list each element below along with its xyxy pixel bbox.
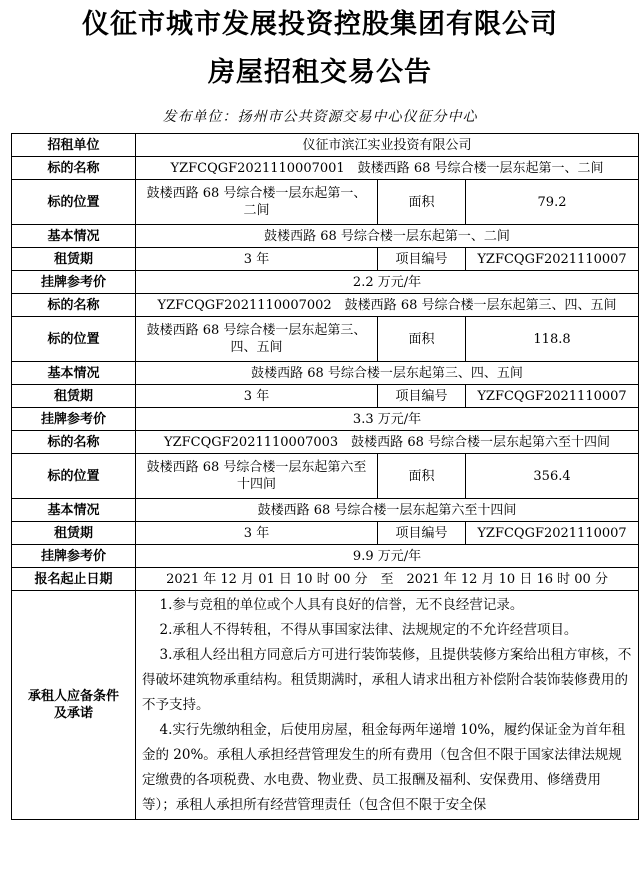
label-area: 面积 xyxy=(378,454,466,499)
value-lessor: 仪征市滨江实业投资有限公司 xyxy=(136,134,639,157)
row-lot3-price xyxy=(12,545,639,568)
publisher-line: 发布单位：扬州市公共资源交易中心仪征分中心 xyxy=(162,109,478,125)
row-lot3-location xyxy=(12,454,639,499)
row-lot3-name xyxy=(12,431,639,454)
document-title-line1: 仪征市城市发展投资控股集团有限公司 xyxy=(82,9,558,40)
row-lot2-location xyxy=(12,317,639,362)
label-name: 标的名称 xyxy=(12,294,136,317)
label-conditions xyxy=(12,591,136,820)
row-lot2-name xyxy=(12,294,639,317)
label-basic: 基本情况 xyxy=(12,225,136,248)
value-lot2-name: YZFCQGF2021110007002 鼓楼西路 68 号综合楼一层东起第三、四、五间 xyxy=(136,294,639,317)
value-lot3-term: 3 年 xyxy=(136,522,378,545)
label-lease-term: 租赁期 xyxy=(12,248,136,271)
label-conditions-line2: 及承诺 xyxy=(53,706,93,721)
label-lessor: 招租单位 xyxy=(12,134,136,157)
value-lot1-name: YZFCQGF2021110007001 鼓楼西路 68 号综合楼一层东起第一、二间 xyxy=(136,157,639,180)
label-location: 标的位置 xyxy=(12,180,136,225)
label-location: 标的位置 xyxy=(12,454,136,499)
value-lot3-basic: 鼓楼西路 68 号综合楼一层东起第六至十四间 xyxy=(136,499,639,522)
condition-item-2: 2.承租人不得转租，不得从事国家法律、法规规定的不允许经营项目。 xyxy=(159,622,578,638)
value-lot2-project-no: YZFCQGF2021110007 xyxy=(466,385,639,408)
label-location: 标的位置 xyxy=(12,317,136,362)
label-ref-price: 挂牌参考价 xyxy=(12,271,136,294)
value-lot1-project-no: YZFCQGF2021110007 xyxy=(466,248,639,271)
label-project-no: 项目编号 xyxy=(378,385,466,408)
label-area: 面积 xyxy=(378,317,466,362)
value-lot3-project-no: YZFCQGF2021110007 xyxy=(466,522,639,545)
label-lease-term: 租赁期 xyxy=(12,385,136,408)
row-lot1-location xyxy=(12,180,639,225)
row-lot2-term xyxy=(12,385,639,408)
label-conditions-line1: 承租人应备条件 xyxy=(27,689,119,704)
label-ref-price: 挂牌参考价 xyxy=(12,545,136,568)
value-lot2-area: 118.8 xyxy=(466,317,639,362)
label-basic: 基本情况 xyxy=(12,499,136,522)
value-lot3-price: 9.9 万元/年 xyxy=(136,545,639,568)
row-lot1-price xyxy=(12,271,639,294)
tender-table xyxy=(11,133,639,820)
label-lease-term: 租赁期 xyxy=(12,522,136,545)
label-name: 标的名称 xyxy=(12,431,136,454)
label-name: 标的名称 xyxy=(12,157,136,180)
value-lot2-price: 3.3 万元/年 xyxy=(136,408,639,431)
label-ref-price: 挂牌参考价 xyxy=(12,408,136,431)
row-registration-period xyxy=(12,568,639,591)
label-project-no: 项目编号 xyxy=(378,248,466,271)
value-lot3-name: YZFCQGF2021110007003 鼓楼西路 68 号综合楼一层东起第六至十四间 xyxy=(136,431,639,454)
row-lessor xyxy=(12,134,639,157)
value-lot3-location: 鼓楼西路 68 号综合楼一层东起第六至十四间 xyxy=(136,454,378,499)
row-lot1-term xyxy=(12,248,639,271)
row-lot2-basic xyxy=(12,362,639,385)
label-area: 面积 xyxy=(378,180,466,225)
value-lot1-location: 鼓楼西路 68 号综合楼一层东起第一、二间 xyxy=(136,180,378,225)
row-lot3-term xyxy=(12,522,639,545)
document-title-line2: 房屋招租交易公告 xyxy=(208,57,432,88)
value-lot2-basic: 鼓楼西路 68 号综合楼一层东起第三、四、五间 xyxy=(136,362,639,385)
row-lot1-name xyxy=(12,157,639,180)
value-registration-period: 2021 年 12 月 01 日 10 时 00 分 至 2021 年 12 月 10 日 16 时 00 分 xyxy=(136,568,639,591)
row-lot2-price xyxy=(12,408,639,431)
label-basic: 基本情况 xyxy=(12,362,136,385)
value-lot1-area: 79.2 xyxy=(466,180,639,225)
row-lot1-basic xyxy=(12,225,639,248)
value-lot1-price: 2.2 万元/年 xyxy=(136,271,639,294)
condition-item-1: 1.参与竞租的单位或个人具有良好的信誉，无不良经营记录。 xyxy=(159,597,524,613)
value-lot2-location: 鼓楼西路 68 号综合楼一层东起第三、四、五间 xyxy=(136,317,378,362)
value-lot1-term: 3 年 xyxy=(136,248,378,271)
condition-item-3: 3.承租人经出租方同意后方可进行装饰装修，且提供装修方案给出租方审核，不得破坏建筑物承重结构。租赁期满时，承租人请求出租方补偿附合装饰装修费用的不予支持。 xyxy=(142,647,632,713)
condition-item-4: 4.实行先缴纳租金，后使用房屋，租金每两年递增 10%，履约保证金为首年租金的 20%。承租人承担经营管理发生的所有费用（包含但不限于国家法律法规规定缴费的各项税费、水电费、物业费、员工报酬及福利、安保费用、修缮费用等）；承租人承担所有经营管理责任（包含但不限于安全保 xyxy=(142,722,626,813)
value-lot1-basic: 鼓楼西路 68 号综合楼一层东起第一、二间 xyxy=(136,225,639,248)
value-lot3-area: 356.4 xyxy=(466,454,639,499)
value-lot2-term: 3 年 xyxy=(136,385,378,408)
row-lot3-basic xyxy=(12,499,639,522)
row-conditions xyxy=(12,591,639,820)
label-registration-period: 报名起止日期 xyxy=(12,568,136,591)
label-project-no: 项目编号 xyxy=(378,522,466,545)
value-conditions xyxy=(136,591,639,820)
